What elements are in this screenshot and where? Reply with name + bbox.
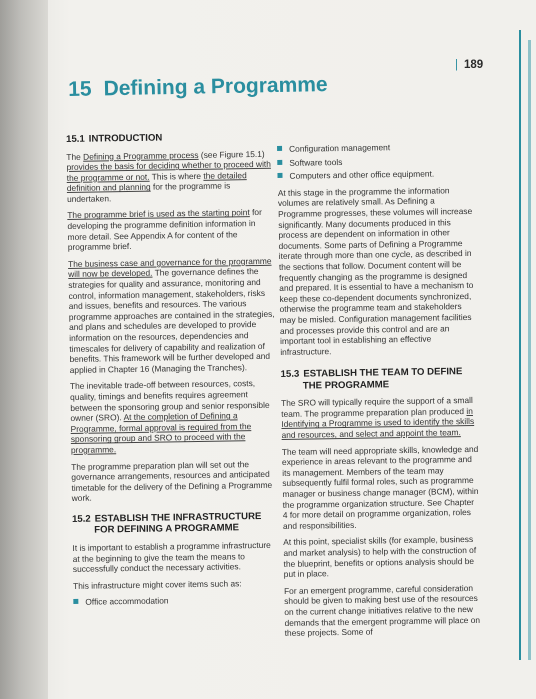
section-heading-15-1: 15.1 INTRODUCTION — [66, 132, 163, 145]
paragraph: The programme brief is used as the starting point for developing the programme definition information in more detail. See Appendix A for content of the programme brief. — [67, 207, 262, 253]
left-column — [66, 131, 280, 614]
list-item: Software tools — [277, 154, 475, 168]
section-heading-15-2: 15.2 ESTABLISH THE INFRASTRUCTURE FOR DEFINING A PROGRAMME — [71, 510, 262, 537]
page-number-divider: | — [455, 59, 458, 71]
list-item: Office accommodation — [73, 594, 279, 608]
paragraph: This infrastructure might cover items such as: — [73, 577, 242, 591]
section-heading-15-3: 15.3 ESTABLISH THE TEAM TO DEFINE THE PROGRAMME — [280, 366, 463, 392]
paragraph: For an emergent programme, careful consideration should be given to making best use of the resources on the current change initiatives relative to the new demands that the emergent programme will place on these projects. Some of — [283, 582, 481, 639]
bullet-list — [73, 594, 279, 608]
paragraph: The Defining a Programme process (see Figure 15.1) provides the basis for deciding whether to proceed with the programme or not. This is where the detailed definition and planning for the programme is undertaken. — [66, 148, 271, 204]
paragraph: The programme preparation plan will set out the governance arrangements, resources and anticipated timetable for the delivery of the Defining a Programme work. — [71, 458, 273, 504]
bullet-list — [277, 141, 476, 182]
paragraph: At this stage in the programme the information volumes are relatively small. As Defining a Programme progresses, these volumes will increase significantly. Many documents produced in this process are dependent on information in other documents. Some parts of Defining a Programme iterate through more than one cycle, as described in the sections that follow. Document content will be frequently changing as the programme is designed and prepared. It is essential to have a mechanism to keep these co-dependent documents synchronized, otherwise the programme team and stakeholders may be misled. Configuration management facilities and processes provide this control and are an important tool in establishing an effective infrastructure. — [277, 185, 474, 357]
bullet-square-icon — [277, 173, 282, 178]
paragraph: The inevitable trade-off between resources, costs, quality, timings and benefits requires agreement between the sponsoring group and senior responsible owner (SRO). At the completion of Defining a Programme, formal approval is required from the sponsoring group and SRO to proceed with the programme. — [69, 378, 270, 455]
list-item: Computers and other office equipment. — [277, 168, 475, 182]
chapter-number: 15 — [68, 77, 92, 101]
paragraph: The SRO will typically require the support of a small team. The programme preparation plan produced in Identifying a Programme is used to identify the skills and resources, and select and appoint the team. — [280, 395, 475, 441]
page-edge-rule — [519, 30, 521, 660]
paragraph: At this point, specialist skills (for example, business and market analysis) to help with the construction of the blueprint, benefits or options analysis should be put in place. — [283, 534, 477, 580]
paragraph: The business case and governance for the programme will now be developed. The governance defines the strategies for quality and assurance, monitoring and control, information management, stakeholders, risks and issues, benefits and resources. The various programme approaches are contained in the strategies, and plans and schedules are developed to provide information on the resources, dependencies and timescales for delivery of capability and realization of benefits. This framework will be further developed and applied in Chapter 16 (Managing the Tranches). — [67, 255, 275, 375]
page-gutter — [0, 0, 48, 699]
paragraph: The team will need appropriate skills, knowledge and experience in areas relevant to the programme and its management. Members of the team may subsequently fulfil formal roles, such as programme manager or business change manager (BCM), within the programme organization structure. See Chapter 4 for more detail on programme organization, roles and responsibilities. — [281, 443, 479, 531]
right-column — [277, 141, 483, 645]
chapter-title — [68, 73, 340, 102]
bullet-square-icon — [277, 146, 282, 151]
page-number: | 189 — [455, 59, 484, 71]
chapter-name: Defining a Programme — [103, 73, 328, 101]
bullet-square-icon — [277, 160, 282, 165]
page-edge-rule-secondary — [528, 40, 531, 660]
list-item: Configuration management — [277, 141, 475, 155]
bullet-square-icon — [73, 599, 78, 604]
paragraph: It is important to establish a programme infrastructure at the beginning to give the team the means to successfully conduct the necessary activities. — [72, 539, 271, 575]
